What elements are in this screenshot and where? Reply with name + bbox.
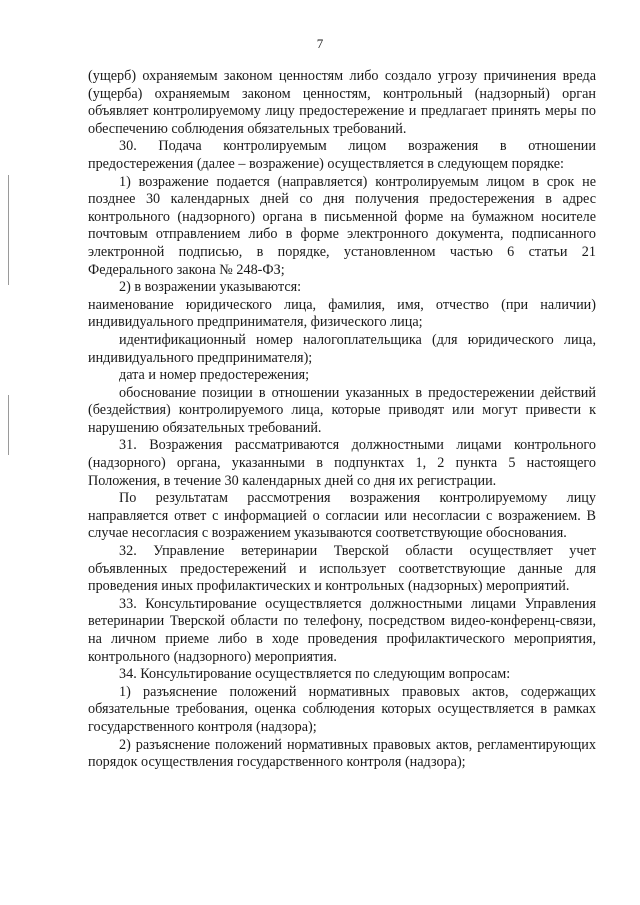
paragraph-item-30: 30. Подача контролируемым лицом возражения в отношении предостережения (далее – возражение) осуществляется в следующем порядке: <box>88 138 596 172</box>
paragraph-item-34-2: 2) разъяснение положений нормативных правовых актов, регламентирующих порядок осуществления государственного контроля (надзора); <box>88 736 596 771</box>
paragraph-item-33: 33. Консультирование осуществляется должностными лицами Управления ветеринарии Тверской области по телефону, посредством видео-конференц-связи, на личном приеме либо в ходе проведения профилактического мероприятия, контрольного (надзорного) мероприятия. <box>88 595 596 665</box>
paragraph-item-30-2-date: дата и номер предостережения; <box>119 367 310 384</box>
paragraph-item-30-2-inn: идентификационный номер налогоплательщика (для юридического лица, индивидуального предпринимателя); <box>88 331 596 366</box>
paragraph-continuation: (ущерб) охраняемым законом ценностям либо создало угрозу причинения вреда (ущерба) охраняемым законом ценностям, контрольный (надзорный) орган объявляет контролируемому лицу предостережение и предлагает принять меры по обеспечению соблюдения обязательных требований. <box>88 68 596 137</box>
paragraph-item-32: 32. Управление ветеринарии Тверской области осуществляет учет объявленных предостережений и использует соответствующие данные для проведения иных профилактических и контрольных (надзорных) мероприятий. <box>88 543 596 595</box>
paragraph-item-30-2-name: наименование юридического лица, фамилия, имя, отчество (при наличии) индивидуального предпринимателя, физического лица; <box>88 296 596 331</box>
document-body <box>88 68 596 772</box>
scan-margin-mark <box>8 175 9 285</box>
paragraph-item-31-result: По результатам рассмотрения возражения контролируемому лицу направляется ответ с информацией о согласии или несогласии с возражением. В случае несогласия с возражением указываются соответствующие обоснования. <box>88 490 596 542</box>
paragraph-item-31: 31. Возражения рассматриваются должностными лицами контрольного (надзорного) органа, указанными в подпунктах 1, 2 пункта 5 настоящего Положения, в течение 30 календарных дней со дня их регистрации. <box>88 437 596 489</box>
scan-margin-mark <box>8 395 9 455</box>
paragraph-item-34: 34. Консультирование осуществляется по следующим вопросам: <box>119 666 511 683</box>
paragraph-item-30-2: 2) в возражении указываются: <box>119 279 302 296</box>
paragraph-item-30-2-justification: обоснование позиции в отношении указанных в предостережении действий (бездействия) контролируемого лица, которые приводят или могут привести к нарушению обязательных требований. <box>88 384 596 436</box>
page-number: 7 <box>316 36 324 51</box>
paragraph-item-34-1: 1) разъяснение положений нормативных правовых актов, содержащих обязательные требования, оценка соблюдения которых осуществляется в рамках государственного контроля (надзора); <box>88 683 596 735</box>
paragraph-item-30-1: 1) возражение подается (направляется) контролируемым лицом в срок не позднее 30 календарных дней со дня получения предостережения в адрес контрольного (надзорного) органа в письменной форме на бумажном носителе почтовым отправлением либо в форме электронного документа, подписанного электронной подписью, в порядке, установленном частью 6 статьи 21 Федерального закона № 248-ФЗ; <box>88 173 596 278</box>
